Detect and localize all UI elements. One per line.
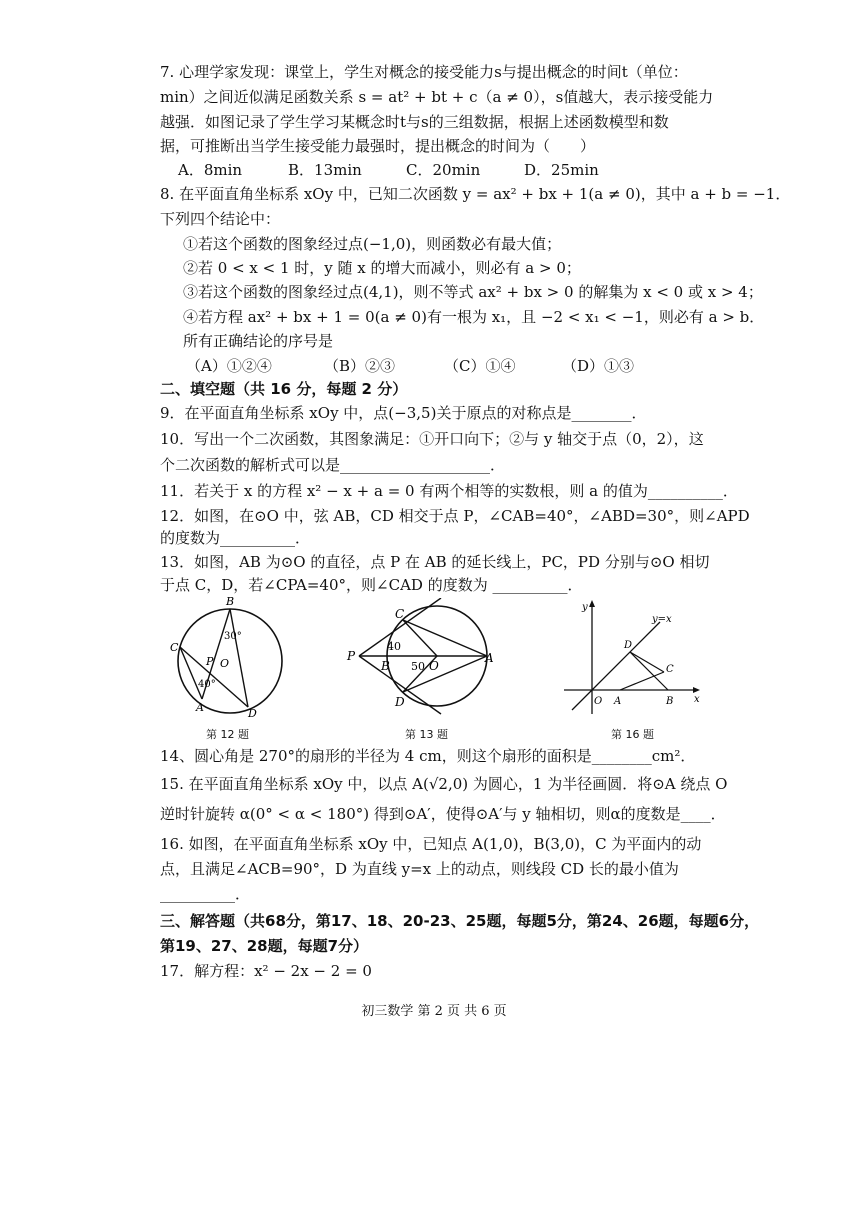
fig12-chord-cd (180, 647, 248, 707)
section-3-heading-line2: 第19、27、28题，每题7分） (160, 937, 369, 955)
q8-option-a: （A）①②④ (186, 357, 272, 375)
fig13-angle-40: 40 (387, 640, 401, 653)
q8-conclusion-3: ③若这个函数的图象经过点(4,1)，则不等式 ax² + bx > 0 的解集为 x < 0 或 x > 4； (183, 283, 763, 301)
fig16-label-d: D (624, 640, 633, 651)
q12-line2: 的度数为__________． (160, 529, 311, 547)
q8-line2: 下列四个结论中： (160, 210, 281, 228)
q7-option-d: D．25min (524, 161, 599, 179)
q14: 14、圆心角是 270°的扇形的半径为 4 cm，则这个扇形的面积是________cm²． (160, 747, 696, 765)
fig12-label-c: C (170, 641, 179, 654)
q8-conclusion-1: ①若这个函数的图象经过点(−1,0)，则函数必有最大值； (183, 235, 562, 253)
fig12-segment-bd (230, 609, 248, 707)
q7-option-b: B．13min (288, 161, 362, 179)
q7-line4: 据，可推断出当学生接受能力最强时，提出概念的时间为（ ） (160, 137, 596, 155)
q15-line2: 逆时针旋转 α(0° < α < 180°) 得到⊙A′，使得⊙A′与 y 轴相切，则α的度数是____． (160, 805, 726, 823)
fig16-label-y: y (582, 602, 588, 613)
figure-12 (168, 595, 288, 725)
fig12-label-o: O (220, 657, 230, 670)
q7-option-a: A．8min (178, 161, 243, 179)
fig13-label-o: O (429, 659, 439, 673)
q17: 17．解方程：x² − 2x − 2 = 0 (160, 962, 372, 980)
q9: 9．在平面直角坐标系 xOy 中，点(−3,5)关于原点的对称点是________． (160, 404, 647, 422)
fig16-label-a: A (614, 696, 622, 707)
page-footer: 初三数学 第 2 页 共 6 页 (361, 1004, 507, 1019)
q16-line3: __________． (160, 885, 251, 903)
fig13-angle-50: 50 (411, 660, 425, 673)
fig13-label-a: A (485, 651, 494, 665)
q10-line2: 个二次函数的解析式可以是____________________． (160, 456, 506, 474)
fig16-label-c: C (666, 664, 674, 675)
fig12-angle-40: 40° (198, 679, 216, 690)
q15-line1: 15. 在平面直角坐标系 xOy 中，以点 A(√2,0) 为圆心，1 为半径画圆．将⊙A 绕点 O (160, 775, 728, 793)
q13-line1: 13．如图，AB 为⊙O 的直径，点 P 在 AB 的延长线上，PC，PD 分别与⊙O 相切 (160, 553, 710, 571)
q7-options (178, 160, 599, 180)
fig12-caption: 第 12 题 (206, 728, 249, 741)
q8-conclusion-2: ②若 0 < x < 1 时，y 随 x 的增大而减小，则必有 a > 0； (183, 259, 581, 277)
fig12-angle-30: 30° (224, 631, 242, 642)
fig13-segment-ca (403, 620, 487, 656)
fig13-label-d: D (395, 695, 405, 709)
q8-line1: 8. 在平面直角坐标系 xOy 中，已知二次函数 y = ax² + bx + 1(a ≠ 0)，其中 a + b = −1． (160, 185, 791, 203)
q8-option-b: （B）②③ (324, 357, 396, 375)
fig16-label-o: O (594, 696, 603, 707)
q12-line1: 12．如图，在⊙O 中，弦 AB，CD 相交于点 P，∠CAB=40°，∠ABD=30°，则∠APD (160, 507, 750, 525)
q13-line2: 于点 C，D，若∠CPA=40°，则∠CAD 的度数为 __________． (160, 576, 583, 594)
q11: 11．若关于 x 的方程 x² − x + a = 0 有两个相等的实数根，则 a 的值为__________． (160, 482, 738, 500)
fig13-label-b: B (381, 659, 390, 673)
q8-options (186, 356, 634, 376)
fig12-label-b: B (226, 595, 235, 608)
section-2-heading: 二、填空题（共 16 分，每题 2 分） (160, 380, 408, 398)
q7-option-c: C．20min (406, 161, 481, 179)
q8-option-d: （D）①③ (562, 357, 635, 375)
q7-line1: 7. 心理学家发现：课堂上，学生对概念的接受能力s与提出概念的时间t（单位： (160, 63, 688, 81)
q8-conclusion-4: ④若方程 ax² + bx + 1 = 0(a ≠ 0)有一根为 x₁，且 −2 < x₁ < −1，则必有 a > b． (183, 308, 765, 326)
fig12-segment-ca (180, 647, 202, 699)
fig16-x-arrow (693, 687, 700, 693)
fig16-y-arrow (589, 600, 595, 607)
fig13-label-c: C (395, 607, 405, 621)
q7-line3: 越强．如图记录了学生学习某概念时t与s的三组数据，根据上述函数模型和数 (160, 113, 669, 131)
q8-prompt: 所有正确结论的序号是 (183, 332, 334, 350)
figure-16 (556, 598, 706, 720)
q10-line1: 10．写出一个二次函数，其图象满足：①开口向下；②与 y 轴交于点（0，2），这 (160, 430, 704, 448)
q16-line1: 16. 如图，在平面直角坐标系 xOy 中，已知点 A(1,0)，B(3,0)，C 为平面内的动 (160, 835, 702, 853)
fig13-label-p: P (347, 649, 356, 663)
q7-line2: min）之间近似满足函数关系 s = at² + bt + c（a ≠ 0），s值越大，表示接受能力 (160, 88, 714, 106)
fig12-circle (178, 609, 282, 713)
fig16-caption: 第 16 题 (611, 728, 654, 741)
fig16-label-x: x (694, 694, 700, 705)
figure-13 (345, 598, 505, 720)
q8-option-c: （C）①④ (444, 357, 516, 375)
fig13-radius-oc (403, 620, 437, 656)
q16-line2: 点，且满足∠ACB=90°，D 为直线 y=x 上的动点，则线段 CD 长的最小值为 (160, 860, 679, 878)
fig16-label-b: B (666, 696, 674, 707)
fig12-label-a: A (196, 701, 204, 714)
fig12-label-d: D (248, 707, 257, 720)
fig16-segment-ac (620, 672, 664, 690)
fig13-caption: 第 13 题 (405, 728, 448, 741)
fig12-label-p: P (206, 655, 214, 668)
fig16-label-yx: y=x (652, 614, 672, 625)
section-3-heading-line1: 三、解答题（共68分，第17、18、20-23、25题，每题5分，第24、26题，每题6分， (160, 912, 760, 930)
